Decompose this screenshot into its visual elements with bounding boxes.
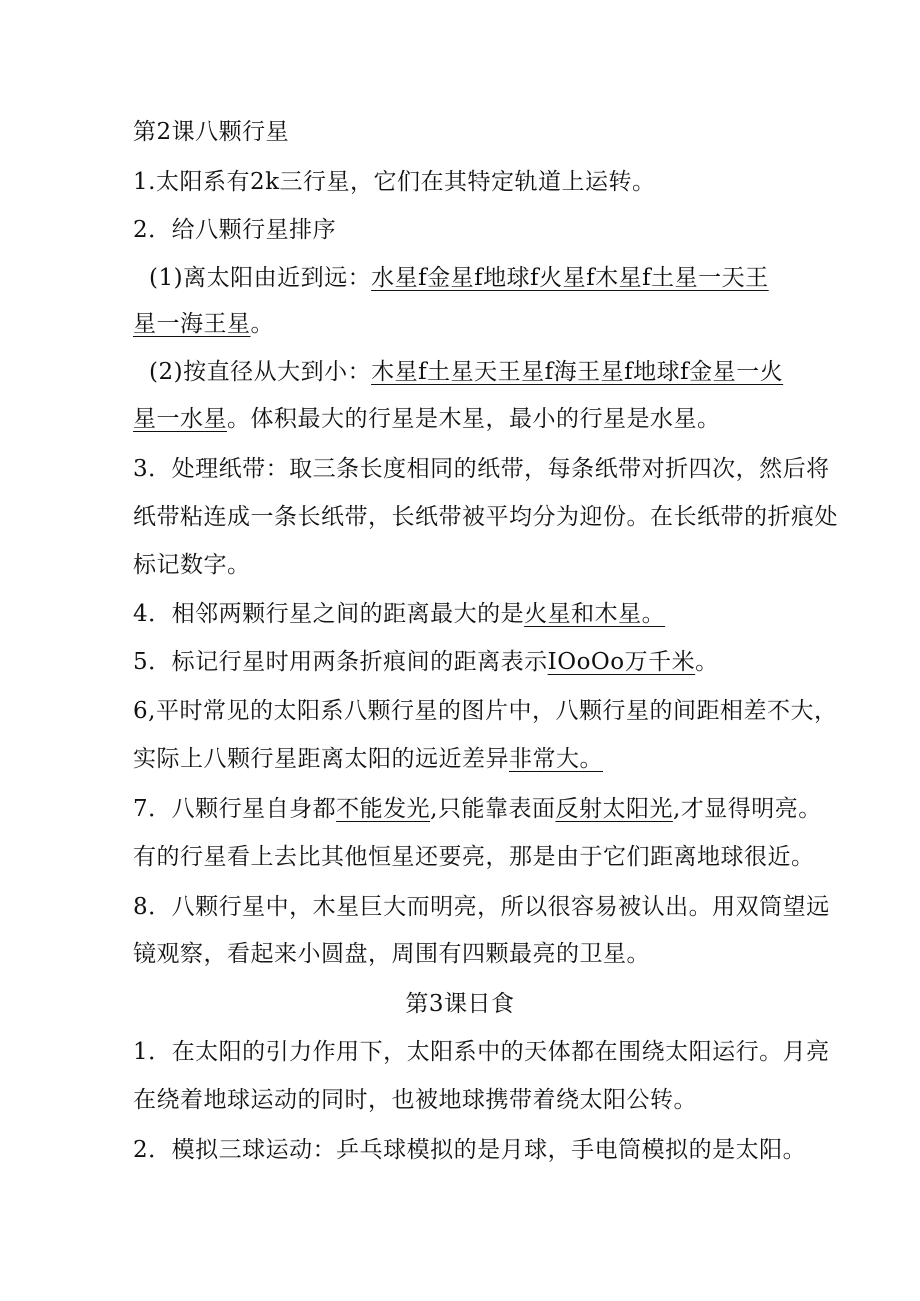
item-7-answer-1: 不能发光 — [336, 796, 431, 822]
lesson2-item-3-line-3: 标记数字。 — [133, 552, 251, 578]
sub-1-answer-part-1: 水星f金星f地球f火星f木星f土星一天王 — [371, 265, 769, 291]
lesson2-item-7-line-1 — [133, 795, 822, 823]
item-4-prefix: 4．相邻两颗行星之间的距离最大的是 — [133, 601, 525, 627]
sub-1-suffix: 。 — [250, 311, 274, 337]
lesson2-sub-1-line-1 — [149, 264, 800, 292]
item-7-answer-2: 反射太阳光 — [555, 796, 673, 822]
lesson3-title: 第3课日食 — [405, 991, 515, 1017]
item-5-suffix: 。 — [695, 649, 719, 675]
sub-2-answer-part-2: 星一水星 — [133, 406, 227, 432]
lesson2-item-8-line-1: 8．八颗行星中，木星巨大而明亮，所以很容易被认出。用双筒望远 — [133, 894, 830, 920]
lesson3-item-1-line-1: 1．在太阳的引力作用下，太阳系中的天体都在围绕太阳运行。月亮 — [133, 1039, 830, 1065]
sub-1-prefix: (1)离太阳由近到远： — [149, 265, 372, 291]
sub-2-answer-part-1: 木星f土星天王星f海王星f地球f金星一火 — [371, 359, 784, 385]
lesson2-sub-1-line-2 — [133, 310, 800, 338]
sub-2-suffix: 。体积最大的行星是木星，最小的行星是水星。 — [227, 406, 721, 432]
lesson2-sub-2-line-1 — [149, 358, 800, 386]
lesson2-sub-2-line-2 — [133, 405, 800, 433]
item-7-suffix: ,才显得明亮。 — [672, 796, 822, 822]
lesson2-item-6-line-2 — [133, 745, 800, 773]
item-5-answer: IOoOo万千米 — [547, 649, 696, 675]
lesson2-item-4 — [133, 600, 800, 628]
lesson2-item-3-line-1: 3．处理纸带：取三条长度相同的纸带，每条纸带对折四次，然后将 — [133, 456, 830, 482]
item-7-middle: ,只能靠表面 — [430, 796, 556, 822]
lesson2-title: 第2课八颗行星 — [133, 119, 290, 145]
lesson2-item-5 — [133, 648, 800, 676]
lesson2-item-2: 2．给八颗行星排序 — [133, 217, 337, 243]
sub-2-prefix: (2)按直径从大到小： — [149, 359, 372, 385]
lesson3-item-2: 2．模拟三球运动：乒乓球模拟的是月球，手电筒模拟的是太阳。 — [133, 1137, 807, 1163]
lesson2-item-6-line-1: 6,平时常见的太阳系八颗行星的图片中，八颗行星的间距相差不大， — [133, 698, 838, 724]
item-7-prefix: 7．八颗行星自身都 — [133, 796, 337, 822]
sub-1-answer-part-2: 星一海王星 — [133, 311, 251, 337]
item-6-answer: 非常大。 — [509, 746, 603, 772]
lesson2-item-8-line-2: 镜观察，看起来小圆盘，周围有四颗最亮的卫星。 — [133, 941, 650, 967]
item-4-answer: 火星和木星。 — [524, 601, 666, 627]
lesson3-item-1-line-2: 在绕着地球运动的同时，也被地球携带着绕太阳公转。 — [133, 1087, 697, 1113]
lesson2-item-1: 1.太阳系有2k三行星，它们在其特定轨道上运转。 — [133, 169, 656, 195]
lesson2-item-3-line-2: 纸带粘连成一条长纸带，长纸带被平均分为迎份。在长纸带的折痕处 — [133, 504, 838, 530]
item-5-prefix: 5．标记行星时用两条折痕间的距离表示 — [133, 649, 548, 675]
item-6-prefix: 实际上八颗行星距离太阳的远近差异 — [133, 746, 509, 772]
lesson2-item-7-line-2: 有的行星看上去比其他恒星还要亮，那是由于它们距离地球很近。 — [133, 844, 815, 870]
